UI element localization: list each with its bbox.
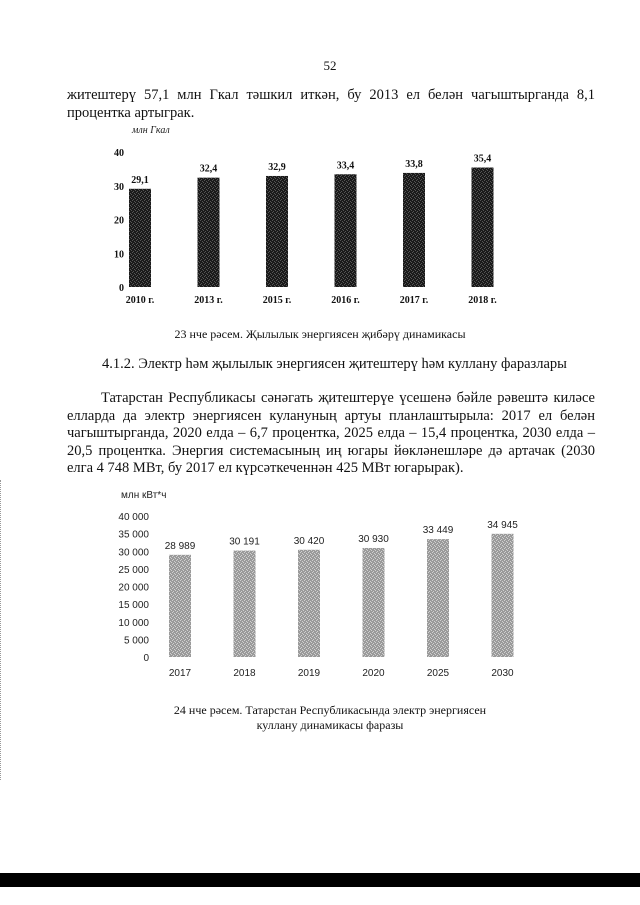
c2-unit-label: млн кВт*ч <box>121 490 167 501</box>
c2-category-label: 2018 <box>233 668 256 679</box>
c2-ytick-label: 5 000 <box>123 635 149 647</box>
c1-category-label: 2015 г. <box>262 295 292 306</box>
paragraph-2: Татарстан Республикасы сәнәгать җитештерүе үсешенә бәйле рәвештә киләсе елларда да электр энергиясен кулануның артуы планлаштырыла: 2017 ел белән чагыштырганда, 2020 елда – 6,7 процентка, 2025 елда – 15,4 процентка, 2030 елда – 20,5 процентка. Энергия системасының иң югары йөкләнешләре дә артачак (2030 елга 4 748 МВт, бу 2017 ел күрсәткеченнән 425 МВт югарырак). <box>67 390 595 476</box>
c2-value-label: 30 191 <box>229 536 260 548</box>
c1-ytick-label: 40 <box>114 148 124 159</box>
c2-ytick-label: 35 000 <box>118 529 149 541</box>
c1-category-label: 2016 г. <box>331 295 360 306</box>
figure-24-caption: 24 нче рәсем. Татарстан Республикасында электр энергиясен куллану динамикасы фаразы <box>173 703 487 732</box>
c2-ytick-label: 0 <box>143 653 149 664</box>
page-number: 52 <box>323 58 337 73</box>
c1-value-label: 33,8 <box>405 158 423 170</box>
c2-bar <box>363 548 385 657</box>
c2-bar <box>492 534 514 657</box>
c2-ytick-label: 15 000 <box>118 600 149 612</box>
c2-ytick-label: 10 000 <box>118 617 149 629</box>
c2-value-label: 30 420 <box>293 535 325 547</box>
section-heading: 4.1.2. Электр һәм җылылык энергиясен җитештерү һәм куллану фаразлары <box>102 356 567 372</box>
c1-value-label: 32,4 <box>199 163 218 175</box>
c2-ytick-label: 30 000 <box>118 547 149 559</box>
figure-23-caption: 23 нче рәсем. Җылылык энергиясен җибәрү динамикасы <box>174 327 466 341</box>
c1-value-label: 35,4 <box>473 153 492 165</box>
c1-ytick-label: 10 <box>114 249 124 261</box>
c2-value-label: 28 989 <box>164 540 196 552</box>
c1-category-label: 2017 г. <box>399 295 429 306</box>
c2-ytick-label: 40 000 <box>118 512 149 523</box>
c2-value-label: 30 930 <box>358 533 389 545</box>
c1-bar <box>335 174 357 287</box>
c2-ytick-label: 25 000 <box>118 564 149 576</box>
c1-category-label: 2013 г. <box>194 295 223 306</box>
c1-unit-label: млн Гкал <box>132 125 170 136</box>
c2-bar <box>169 555 191 657</box>
c2-value-label: 34 945 <box>487 519 518 531</box>
c1-ytick-label: 0 <box>119 283 124 294</box>
c1-ytick-label: 30 <box>114 181 124 193</box>
paragraph-1: житештерү 57,1 млн Гкал тәшкил иткән, бу 2013 ел белән чагыштырганда 8,1 процентка артыграк. <box>67 87 595 121</box>
c2-bar <box>298 550 320 657</box>
c2-category-label: 2019 <box>297 668 321 679</box>
c2-category-label: 2020 <box>362 668 385 679</box>
c2-category-label: 2025 <box>426 668 450 679</box>
c1-bar <box>129 189 151 287</box>
c2-category-label: 2017 <box>168 668 192 679</box>
c2-bar <box>234 551 256 657</box>
c1-value-label: 33,4 <box>336 160 355 172</box>
c1-bar <box>472 168 494 287</box>
c2-value-label: 33 449 <box>422 525 454 537</box>
c1-ytick-label: 20 <box>114 215 124 227</box>
c2-ytick-label: 20 000 <box>118 582 149 594</box>
c1-category-label: 2018 г. <box>468 295 497 306</box>
scan-edge <box>0 480 4 780</box>
c1-value-label: 32,9 <box>268 161 286 173</box>
c1-bar <box>198 178 220 287</box>
c1-bar <box>266 176 288 287</box>
c2-bar <box>427 539 449 657</box>
scan-bottom-border <box>0 873 640 887</box>
c1-bar <box>403 173 425 287</box>
c1-value-label: 29,1 <box>131 174 149 186</box>
c1-category-label: 2010 г. <box>125 295 155 306</box>
c2-category-label: 2030 <box>491 668 514 679</box>
